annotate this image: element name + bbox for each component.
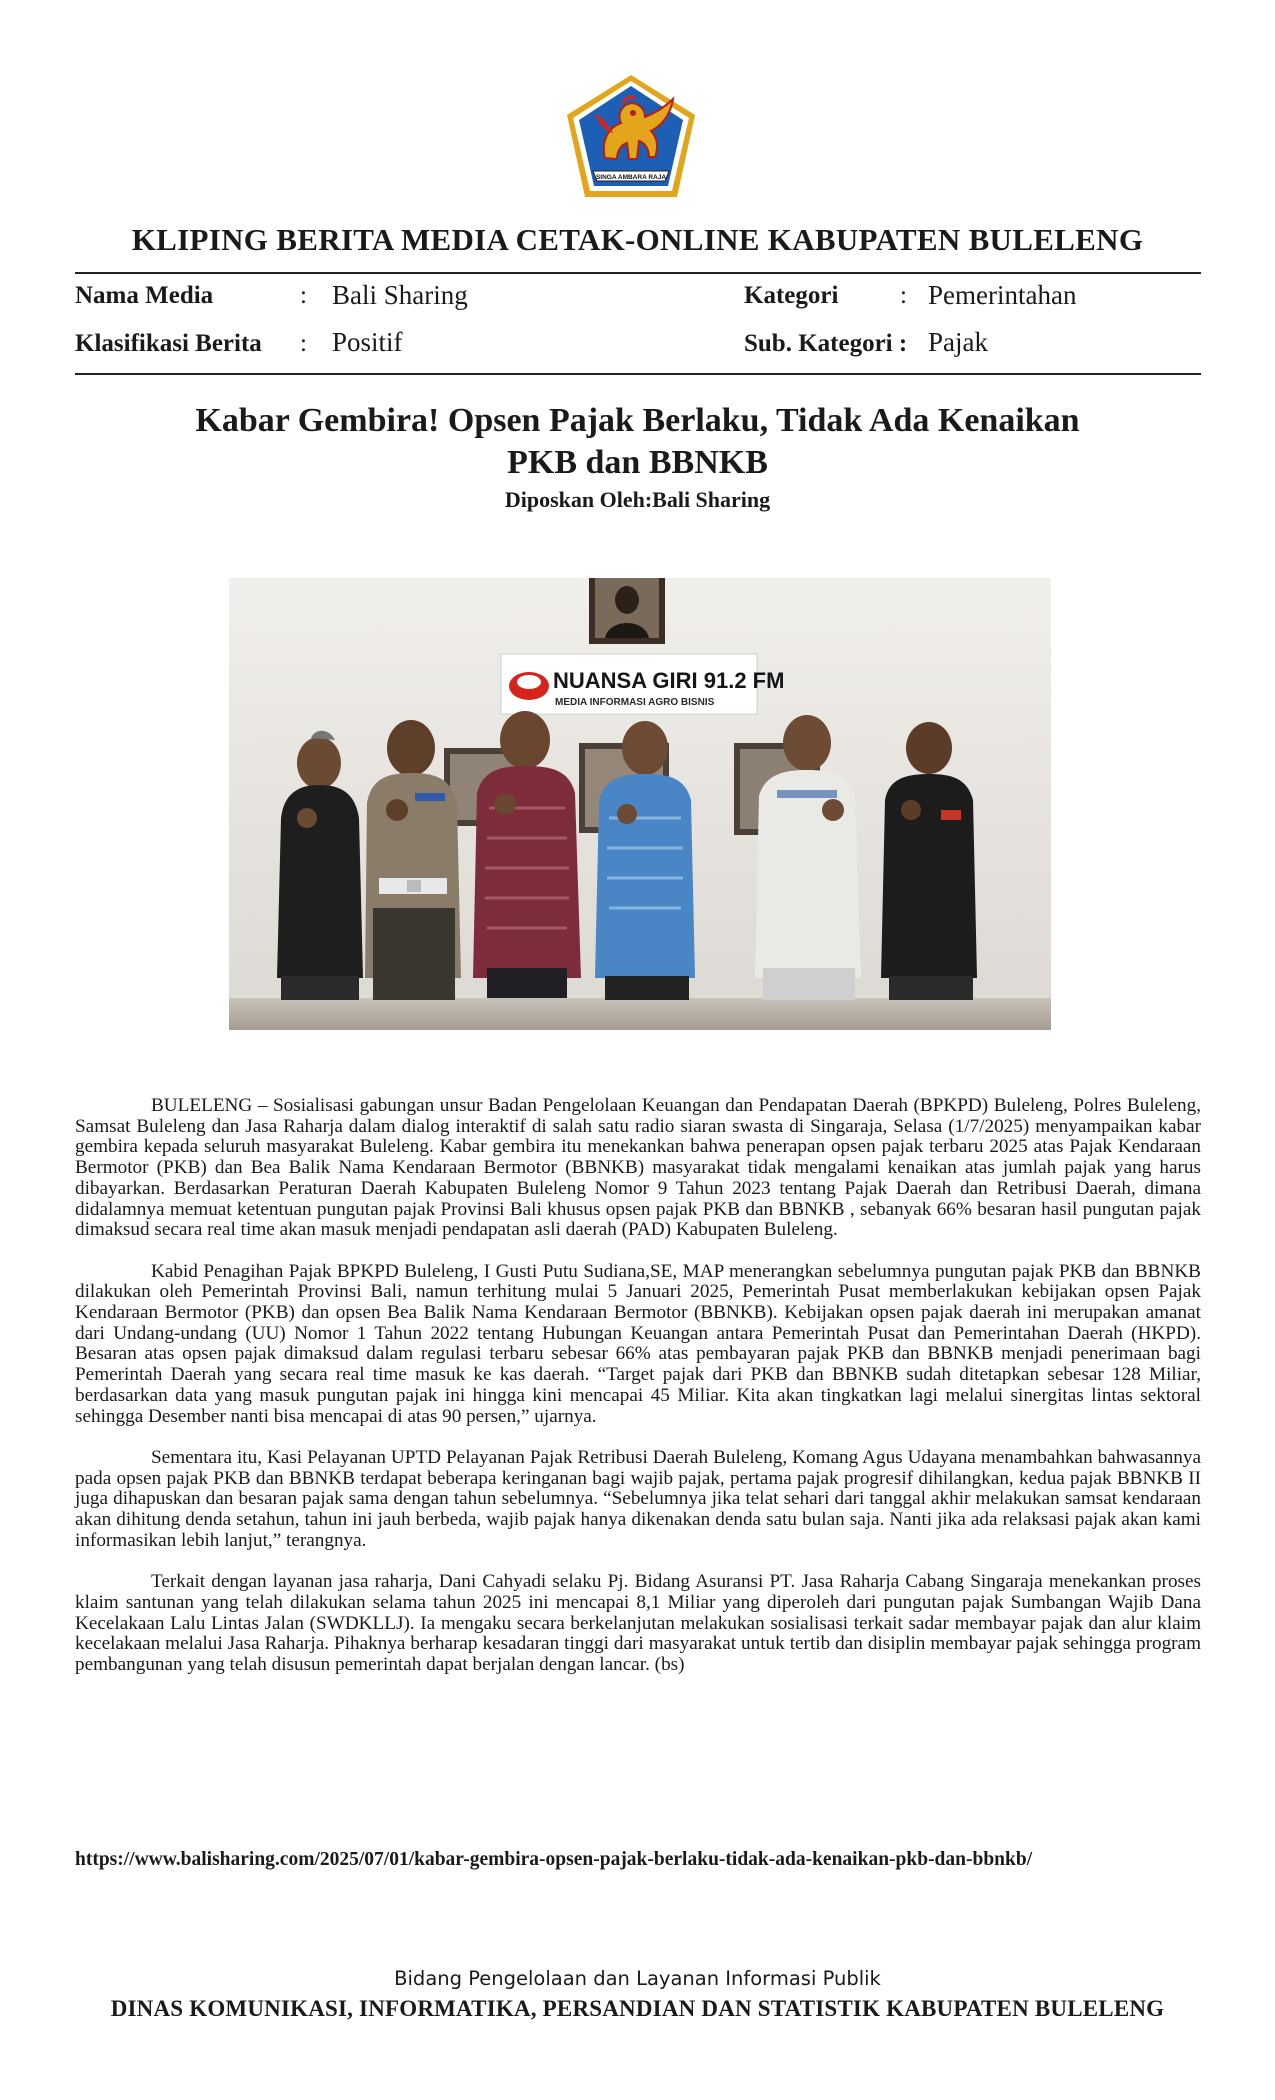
source-url-link[interactable]: https://www.balisharing.com/2025/07/01/kabar-gembira-opsen-pajak-berlaku-tidak-ada-kenaikan-pkb-dan-bbnkb/ — [75, 1849, 1033, 1870]
footer-title: DINAS KOMUNIKASI, INFORMATIKA, PERSANDIAN DAN STATISTIK KABUPATEN BULELENG — [110, 1996, 1165, 2021]
nama-media-value: Bali Sharing — [332, 280, 468, 310]
article-photo — [229, 578, 1051, 1030]
klasifikasi-colon: : — [300, 330, 307, 357]
kategori-colon: : — [900, 282, 907, 309]
article-body — [75, 1096, 1201, 1696]
klasifikasi-label: Klasifikasi Berita — [75, 330, 262, 357]
logo-motto: SINGA AMBARA RAJA — [595, 174, 667, 181]
article-headline — [120, 400, 1155, 484]
article-byline: Diposkan Oleh:Bali Sharing — [504, 487, 771, 512]
headline-line-2: PKB dan BBNKB — [507, 444, 768, 481]
subkategori-label: Sub. Kategori : — [744, 330, 908, 357]
klasifikasi-value: Positif — [332, 327, 403, 357]
kategori-label: Kategori — [744, 282, 839, 309]
headline-line-1: Kabar Gembira! Opsen Pajak Berlaku, Tidak Ada Kenaikan — [195, 402, 1080, 439]
buleleng-crest-logo — [565, 73, 698, 201]
header-title: KLIPING BERITA MEDIA CETAK-ONLINE KABUPATEN BULELENG — [131, 222, 1144, 257]
article-paragraph-3: Sementara itu, Kasi Pelayanan UPTD Pelayanan Pajak Retribusi Daerah Buleleng, Komang Agus Udayana menambahkan bahwasannya pada opsen pajak PKB dan BBNKB terdapat beberapa keringanan bagi wajib pajak, pertama pajak progresif dihilangkan, kedua pajak BBNKB II juga dihapuskan dan besaran pajak sama dengan tahun sebelumnya. “Sebelumnya jika telat sehari dari tanggal akhir melakukan samsat kendaraan akan dihitung denda setahun, tahun ini jauh berbeda, wajib pajak hanya dikenakan denda satu bulan saja. Nanti jika ada relaksasi pajak akan kami informasikan lebih lanjut,” terangnya. — [75, 1446, 1201, 1551]
nama-media-colon: : — [300, 282, 307, 309]
photo-sign-title: NUANSA GIRI 91.2 FM — [553, 668, 785, 693]
article-paragraph-2: Kabid Penagihan Pajak BPKPD Buleleng, I Gusti Putu Sudiana,SE, MAP menerangkan sebelumnya pungutan pajak PKB dan BBNKB dilakukan oleh Pemerintah Provinsi Bali, namun terhitung mulai 5 Januari 2025, Pemerintah Pusat memberlakukan kebijakan opsen Pajak Kendaraan Bermotor (PKB) dan opsen Bea Balik Nama Kendaraan Bermotor (BBNKB). Kebijakan opsen pajak daerah ini merupakan amanat dari Undang-undang (UU) Nomor 1 Tahun 2022 tentang Hubungan Keuangan antara Pemerintah Pusat dan Pemerintahan Daerah (HKPD). Besaran atas opsen pajak dimaksud dalam regulasi terbaru sebesar 66% atas pembayaran pajak PKB dan BBNKB menjadi penerimaan bagi Pemerintah Daerah yang secara real time masuk ke kas daerah. “Target pajak dari PKB dan BBNKB sudah ditetapkan sebesar 128 Miliar, berdasarkan data yang masuk pungutan pajak ini hingga kini mencapai 45 Miliar. Kita akan tingkatkan lagi melalui sinergitas lintas sektoral sehingga Desember nanti bisa mencapai di atas 90 persen,” ujarnya. — [75, 1260, 1201, 1427]
footer-subtitle: Bidang Pengelolaan dan Layanan Informasi Publik — [394, 1967, 881, 1990]
header-top-rule — [75, 272, 1201, 274]
photo-sign-subtitle: MEDIA INFORMASI AGRO BISNIS — [555, 697, 715, 708]
meta-bottom-rule — [75, 373, 1201, 375]
nama-media-label: Nama Media — [75, 282, 214, 309]
kategori-value: Pemerintahan — [928, 280, 1077, 310]
article-paragraph-1: BULELENG – Sosialisasi gabungan unsur Badan Pengelolaan Keuangan dan Pendapatan Daerah (BPKPD) Buleleng, Polres Buleleng, Samsat Buleleng dan Jasa Raharja dalam dialog interaktif di salah satu radio siaran swasta di Singaraja, Selasa (1/7/2025) menyampaikan kabar gembira kepada seluruh masyarakat Buleleng. Kabar gembira itu menekankan bahwa penerapan opsen pajak terbaru 2025 atas Pajak Kendaraan Bermotor (PKB) dan Bea Balik Nama Kendaraan Bermotor (BBNKB) masyarakat tidak mengalami kenaikan atas jumlah pajak yang harus dibayarkan. Berdasarkan Peraturan Daerah Kabupaten Buleleng Nomor 9 Tahun 2023 tentang Pajak Daerah dan Retribusi Daerah, dimana didalamnya memuat ketentuan pungutan pajak Provinsi Bali khusus opsen pajak PKB dan BBNKB , sebanyak 66% besaran hasil pungutan pajak dimaksud secara real time akan masuk menjadi pendapatan asli daerah (PAD) Kabupaten Buleleng. — [75, 1095, 1201, 1241]
article-paragraph-4: Terkait dengan layanan jasa raharja, Dani Cahyadi selaku Pj. Bidang Asuransi PT. Jasa Raharja Cabang Singaraja menekankan proses klaim santunan yang telah dilakukan selama tahun 2025 ini mencapai 8,1 Miliar yang diperoleh dari pungutan pajak Sumbangan Wajib Dana Kecelakaan Lalu Lintas Jalan (SWDKLLJ). Ia mengaku secara berkelanjutan melakukan sosialisasi terkait sadar membayar pajak dan alur klaim kecelakaan melalui Jasa Raharja. Pihaknya berharap kesadaran tinggi dari masyarakat untuk tertib dan disiplin membayar pajak sehingga program pembangunan yang telah disusun pemerintah dapat berjalan dengan lancar. (bs) — [75, 1571, 1201, 1675]
subkategori-value: Pajak — [928, 327, 988, 357]
